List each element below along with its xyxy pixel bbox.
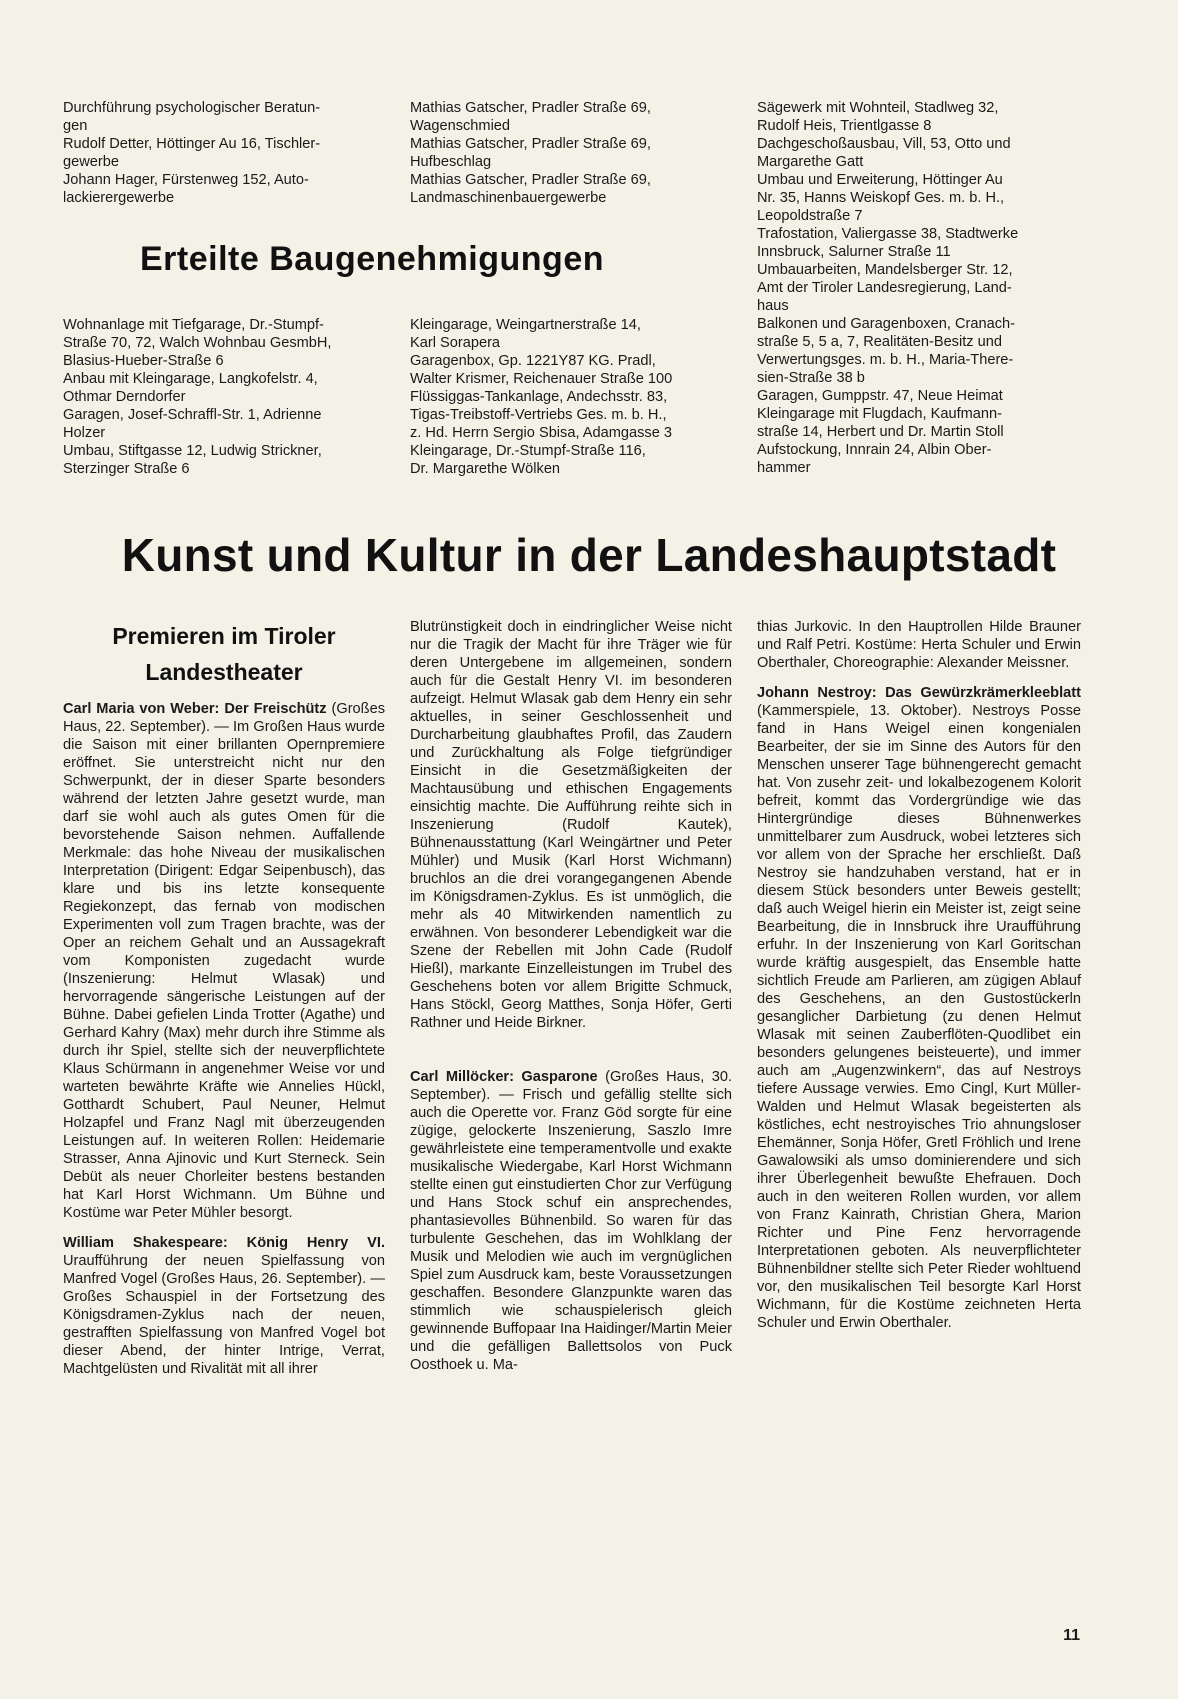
article-column-3	[757, 618, 1081, 1332]
list-line: Flüssiggas-Tankanlage, Andechsstr. 83,	[410, 389, 668, 405]
list-line: Straße 70, 72, Walch Wohnbau GesmbH,	[63, 335, 332, 351]
top-list-col1	[63, 99, 383, 207]
top-list-col2	[410, 99, 730, 207]
list-line: Aufstockung, Innrain 24, Albin Ober-	[757, 442, 992, 458]
list-line: Mathias Gatscher, Pradler Straße 69,	[410, 100, 651, 116]
list-line: Garagen, Gumppstr. 47, Neue Heimat	[757, 388, 1003, 404]
list-line: Balkonen und Garagenboxen, Cranach-	[757, 316, 1015, 332]
review-title: Carl Millöcker: Gasparone	[410, 1069, 598, 1085]
review-title: Johann Nestroy: Das Gewürzkrämerkleeblatt	[757, 685, 1081, 701]
list-line: Kleingarage mit Flugdach, Kaufmann-	[757, 406, 1002, 422]
list-line: sien-Straße 38 b	[757, 370, 865, 386]
premieren-heading	[63, 618, 385, 690]
list-line: Dr. Margarethe Wölken	[410, 461, 561, 477]
list-line: Mathias Gatscher, Pradler Straße 69,	[410, 136, 651, 152]
list-line: Garagenbox, Gp. 1221Y87 KG. Pradl,	[410, 353, 656, 369]
list-line: Othmar Derndorfer	[63, 389, 186, 405]
list-line: Kleingarage, Dr.-Stumpf-Straße 116,	[410, 443, 646, 459]
list-line: Sägewerk mit Wohnteil, Stadlweg 32,	[757, 100, 999, 116]
list-line: Leopoldstraße 7	[757, 208, 863, 224]
list-line: Umbau, Stiftgasse 12, Ludwig Strickner,	[63, 443, 322, 459]
list-line: Wohnanlage mit Tiefgarage, Dr.-Stumpf-	[63, 317, 324, 333]
list-line: Innsbruck, Salurner Straße 11	[757, 244, 951, 260]
review-text: thias Jurkovic. In den Hauptrollen Hilde Brauner und Ralf Petri. Kostüme: Herta Schuler und Erwin Oberthaler, Choreographie: Alexander Meissner.	[757, 619, 1081, 671]
list-line: Walter Krismer, Reichenauer Straße 100	[410, 371, 673, 387]
review-text: (Großes Haus, 30. September). — Frisch und gefällig stellte sich auch die Operette vor. Franz Göd sorgte für eine zügige, gelockerte Inszenierung, Saszlo Imre gewährleistete eine temperamentvolle und exakte musikalische Wiedergabe, Karl Horst Wichmann stellte einen gut einstudierten Chor zur Verfügung und Hans Stock schuf ein ansprechendes, phantasievolles Bühnenbild. So waren für das turbulente Geschehen, das im Wohlklang der Musik und Melodien wie auch im vergnüglichen Spiel zum Ausdruck kam, beste Voraussetzungen geschaffen. Besondere Glanzpunkte waren das stimmlich wie schauspielerisch gleich gewinnende Buffopaar Ina Haidinger/Martin Meier und die gefälligen Ballettsolos von Puck Oosthoek u. Ma-	[410, 1069, 732, 1373]
review-title: William Shakespeare: König Henry VI.	[63, 1235, 385, 1251]
list-line: Blasius-Hueber-Straße 6	[63, 353, 224, 369]
list-line: Kleingarage, Weingartnerstraße 14,	[410, 317, 641, 333]
list-line: Durchführung psychologischer Beratun-	[63, 100, 321, 116]
list-line: Dachgeschoßausbau, Vill, 53, Otto und	[757, 136, 1011, 152]
baugenehmigungen-heading: Erteilte Baugenehmigungen	[140, 240, 604, 278]
list-line: Sterzinger Straße 6	[63, 461, 190, 477]
review-henry	[63, 1234, 385, 1378]
top-list-col3	[757, 99, 1097, 477]
premieren-heading-line1: Premieren im Tiroler	[112, 623, 336, 649]
review-text: Uraufführung der neuen Spielfassung von Manfred Vogel (Großes Haus, 26. September). — Großes Schauspiel in der Fortsetzung des Königsdramen-Zyklus nach der neuen, gestrafften Spielfassung von Manfred Vogel bot dieser Abend, der hinter Intrige, Verrat, Machtgelüsten und Rivalität mit all ihrer	[63, 1253, 385, 1377]
list-line: Rudolf Heis, Trientlgasse 8	[757, 118, 932, 134]
review-henry-cont	[410, 618, 732, 1032]
kunst-kultur-heading: Kunst und Kultur in der Landeshauptstadt	[121, 529, 1057, 581]
list-line: Umbauarbeiten, Mandelsberger Str. 12,	[757, 262, 1013, 278]
review-text: (Großes Haus, 22. September). — Im Großen Haus wurde die Saison mit einer brillanten Opernpremiere eröffnet. Sie unterstreicht nicht nur den Schwerpunkt, der in dieser Sparte besonders während der letzten Jahre gesetzt wurde, man darf sie wohl auch als gutes Omen für die bevorstehende Saison nehmen. Auffallende Merkmale: das hohe Niveau der musikalischen Interpretation (Dirigent: Edgar Seipenbusch), das klare und bis ins letzte konsequente Regiekonzept, das fernab von modischen Experimenten voll zum Tragen brachte, was der Oper an reichem Gehalt und an Aussagekraft vom Komponisten zugedacht wurde (Inszenierung: Helmut Wlasak) und hervorragende sängerische Leistungen auf der Bühne. Dabei gefielen Linda Trotter (Agathe) und Gerhard Kahry (Max) mehr durch ihre Stimme als durch ihr Spiel, stellte sich der neuverpflichtete Klaus Schürmann in angenehmer Weise vor und warteten bewährte Kräfte wie Annelies Hückl, Gotthardt Schubert, Paul Neuner, Helmut Holzapfel und Franz Nagl mit überzeugenden Leistungen auf. In weiteren Rollen: Heidemarie Strasser, Anna Ajinovic und Kurt Sterneck. Sein Debüt als neuer Chorleiter bestens bestanden hat Karl Horst Wichmann. Um Bühne und Kostüme war Peter Mühler besorgt.	[63, 701, 385, 1221]
list-line: Johann Hager, Fürstenweg 152, Auto-	[63, 172, 309, 188]
list-line: Rudolf Detter, Höttinger Au 16, Tischler-	[63, 136, 321, 152]
list-line: z. Hd. Herrn Sergio Sbisa, Adamgasse 3	[410, 425, 673, 441]
review-gasparone-cont	[757, 618, 1081, 672]
list-line: Garagen, Josef-Schraffl-Str. 1, Adrienne	[63, 407, 322, 423]
list-line: straße 5, 5 a, 7, Realitäten-Besitz und	[757, 334, 1002, 350]
review-gasparone	[410, 1068, 732, 1374]
list-line: Hufbeschlag	[410, 154, 492, 170]
list-line: Anbau mit Kleingarage, Langkofelstr. 4,	[63, 371, 318, 387]
list-line: hammer	[757, 460, 811, 476]
list-line: Trafostation, Valiergasse 38, Stadtwerke	[757, 226, 1019, 242]
bau-list-col1	[63, 316, 393, 478]
article-column-2	[410, 618, 732, 1374]
review-freischuetz	[63, 700, 385, 1222]
page-number: 11	[1063, 1627, 1080, 1644]
review-gewuerzkraemer	[757, 684, 1081, 1332]
list-line: Margarethe Gatt	[757, 154, 864, 170]
list-line: Karl Sorapera	[410, 335, 501, 351]
list-line: straße 14, Herbert und Dr. Martin Stoll	[757, 424, 1004, 440]
review-text: Blutrünstigkeit doch in eindringlicher Weise nicht nur die Tragik der Macht für ihre Träger wie für deren Untergebene im allgemeinen, sondern auch für die Gestalt Henry VI. im besonderen aufzeigt. Helmut Wlasak gab dem Henry ein sehr aktuelles, in seiner Geschlossenheit und Durcharbeitung glaubhaftes Profil, das Zaudern und Zurückhaltung als Folge tiefgründiger Einsicht in die Gesetzmäßigkeiten der Machtausübung und ethischen Engagements einsichtig machte. Die Aufführung reihte sich in Inszenierung (Rudolf Kautek), Bühnenausstattung (Karl Weingärtner und Peter Mühler) und Musik (Karl Horst Wichmann) bruchlos an die drei vorangegangenen Abende im Königsdramen-Zyklus. Es ist unmöglich, die mehr als 40 Mitwirkenden namentlich zu erwähnen. Von besonderer Lebendigkeit war die Szene der Rebellen mit John Cade (Rudolf Hießl), markante Einzelleistungen im Trubel des Geschehens boten vor allem Brigitte Schmuck, Hans Stöckl, Georg Matthes, Sonja Höfer, Gerti Rathner und Heide Birkner.	[410, 619, 732, 1031]
list-line: Wagenschmied	[410, 118, 511, 134]
list-line: Tigas-Treibstoff-Vertriebs Ges. m. b. H.,	[410, 407, 667, 423]
list-line: Umbau und Erweiterung, Höttinger Au	[757, 172, 1003, 188]
review-text: (Kammerspiele, 13. Oktober). Nestroys Posse fand in Hans Weigel einen kongenialen Bearbeiter, der sie im Sinne des Autors für den Menschen unserer Tage bühnengerecht gemacht hat. Von zusehr zeit- und lokalbezogenem Kolorit befreit, kommt das Vordergründige wie das Hintergründige dieses Bühnenwerkes unmittelbarer zum Ausdruck, wobei letzteres sich vor allem von der Sprache her erschließt. Daß Nestroy sie handzuhaben verstand, hat er in diesem Stück besonders unter Beweis gestellt; daß auch Weigel hierin ein Meister ist, zeigt seine Bearbeitung, die in Innsbruck ihre Uraufführung erfuhr. In der Inszenierung von Karl Goritschan wurde kräftig ausgespielt, das Ensemble hatte sichtlich Freude am Parlieren, am zügigen Ablauf des Geschehens, an den Gustostückerln gesanglicher Darbietung (zu denen Helmut Wlasak mit seinen Zauberflöten-Quodlibet ein besonders gelungenes beisteuerte), und immer auch am „Augenzwinkern“, das auf Nestroys tiefere Aussage verwies. Emo Cingl, Kurt Müller-Walden und Helmut Wlasak begeisterten als köstliches, echt nestroyisches Trio ahnungsloser Ehemänner, Sonja Höfer, Gretl Fröhlich und Irene Gawalowsiki als umso dominierendere und sich ihrer Überlegenheit bewußte Ehefrauen. Doch auch in den weiteren Rollen wurden, vor allem von Franz Kainrath, Christian Ghera, Marion Richter und Pine Fenz hervorragende Interpretationen geboten. Als neuverpflichteter Bühnenbildner stellte sich Peter Rieder wohltuend vor, den musikalischen Teil besorgte Karl Horst Wichmann, für die Kostüme zeichneten Herta Schuler und Erwin Oberthaler.	[757, 703, 1081, 1331]
list-line: gewerbe	[63, 154, 119, 170]
list-line: Nr. 35, Hanns Weiskopf Ges. m. b. H.,	[757, 190, 1005, 206]
list-line: gen	[63, 118, 88, 134]
review-title: Carl Maria von Weber: Der Freischütz	[63, 701, 327, 717]
list-line: Verwertungsges. m. b. H., Maria-There-	[757, 352, 1014, 368]
premieren-heading-line2: Landestheater	[145, 659, 303, 685]
list-line: haus	[757, 298, 789, 314]
list-line: Amt der Tiroler Landesregierung, Land-	[757, 280, 1012, 296]
list-line: Landmaschinenbauergewerbe	[410, 190, 607, 206]
list-line: Holzer	[63, 425, 106, 441]
list-line: lackierergewerbe	[63, 190, 175, 206]
bau-list-col2	[410, 316, 740, 478]
list-line: Mathias Gatscher, Pradler Straße 69,	[410, 172, 651, 188]
article-column-1	[63, 614, 385, 1378]
